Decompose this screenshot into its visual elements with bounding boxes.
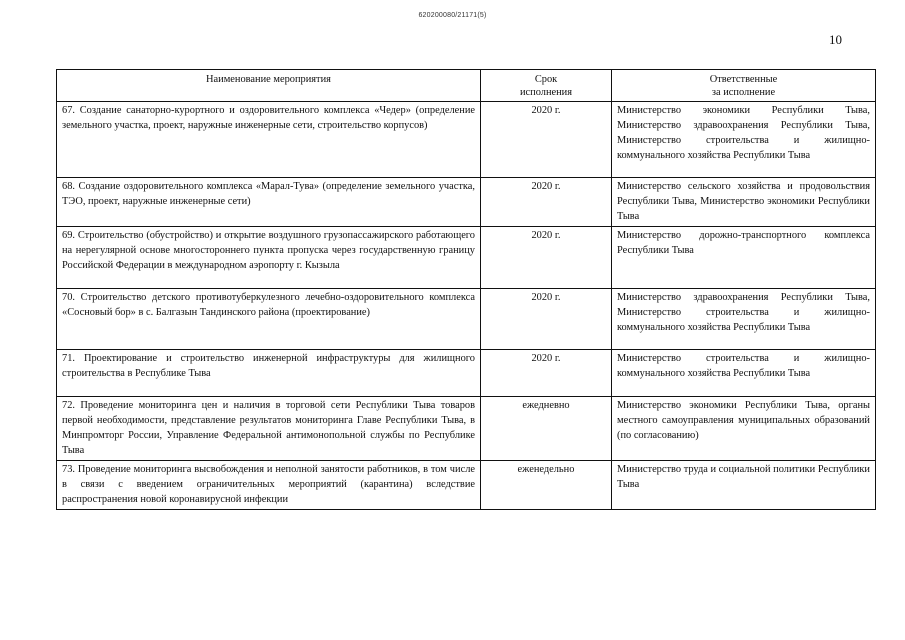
- document-code: 620200080/21171(5): [418, 12, 487, 19]
- table-row: [57, 350, 876, 397]
- table-row: [57, 289, 876, 350]
- responsible-cell: Министерство дорожно-транспортного комплекса Республики Тыва: [612, 227, 876, 289]
- table-header-row: [57, 70, 876, 102]
- header-responsible-line1: Ответственные: [709, 74, 778, 85]
- deadline-cell: 2020 г.: [481, 350, 612, 397]
- responsible-cell: Министерство экономики Республики Тыва, органы местного самоуправления муниципальных образований (по согласованию): [612, 397, 876, 461]
- responsible-cell: Министерство сельского хозяйства и продовольствия Республики Тыва, Министерство экономики Республики Тыва: [612, 178, 876, 227]
- measure-name-cell: 70. Строительство детского противотуберкулезного лечебно-оздоровительного комплекса «Сосновый бор» в с. Балгазын Тандинского района (проектирование): [57, 289, 481, 350]
- deadline-cell: 2020 г.: [481, 102, 612, 178]
- table-row: [57, 178, 876, 227]
- table-row: [57, 397, 876, 461]
- measures-table: [56, 69, 876, 510]
- header-responsible: [612, 70, 876, 102]
- measure-name-cell: 73. Проведение мониторинга высвобождения и неполной занятости работников, в том числе в связи с введением ограничительных мероприятий (карантина) вследствие распространения новой коронавирусной инфекции: [57, 461, 481, 510]
- deadline-cell: 2020 г.: [481, 289, 612, 350]
- header-measure-name: [57, 70, 481, 102]
- deadline-cell: ежедневно: [481, 397, 612, 461]
- table-row: [57, 461, 876, 510]
- measure-name-cell: 71. Проектирование и строительство инженерной инфраструктуры для жилищного строительства в Республике Тыва: [57, 350, 481, 397]
- header-deadline-line1: Срок: [534, 74, 558, 85]
- header-responsible-line2: за исполнение: [711, 87, 776, 98]
- header-deadline-line2: исполнения: [519, 87, 573, 98]
- header-deadline: [481, 70, 612, 102]
- deadline-cell: 2020 г.: [481, 227, 612, 289]
- page-number: 10: [829, 32, 842, 47]
- table-row: [57, 102, 876, 178]
- measure-name-cell: 68. Создание оздоровительного комплекса «Марал-Тува» (определение земельного участка, ТЭО, проект, наружные инженерные сети): [57, 178, 481, 227]
- measure-name-cell: 69. Строительство (обустройство) и открытие воздушного грузопассажирского работающего на нерегулярной основе многостороннего пункта пропуска через государственную границу Российской Федерации в международном аэропорту г. Кызыла: [57, 227, 481, 289]
- responsible-cell: Министерство экономики Республики Тыва, Министерство здравоохранения Республики Тыва, Министерство строительства и жилищно-коммунального хозяйства Республики Тыва: [612, 102, 876, 178]
- responsible-cell: Министерство строительства и жилищно-коммунального хозяйства Республики Тыва: [612, 350, 876, 397]
- header-measure-name-text: Наименование мероприятия: [206, 74, 331, 85]
- deadline-cell: еженедельно: [481, 461, 612, 510]
- responsible-cell: Министерство труда и социальной политики Республики Тыва: [612, 461, 876, 510]
- measure-name-cell: 72. Проведение мониторинга цен и наличия в торговой сети Республики Тыва товаров первой необходимости, представление результатов мониторинга Главе Республики Тыва, в Минпромторг России, Управление Федеральной антимонопольной службы по Республике Тыва: [57, 397, 481, 461]
- responsible-cell: Министерство здравоохранения Республики Тыва, Министерство строительства и жилищно-коммунального хозяйства Республики Тыва: [612, 289, 876, 350]
- deadline-cell: 2020 г.: [481, 178, 612, 227]
- measure-name-cell: 67. Создание санаторно-курортного и оздоровительного комплекса «Чедер» (определение земельного участка, проект, наружные инженерные сети, строительство корпусов): [57, 102, 481, 178]
- table-row: [57, 227, 876, 289]
